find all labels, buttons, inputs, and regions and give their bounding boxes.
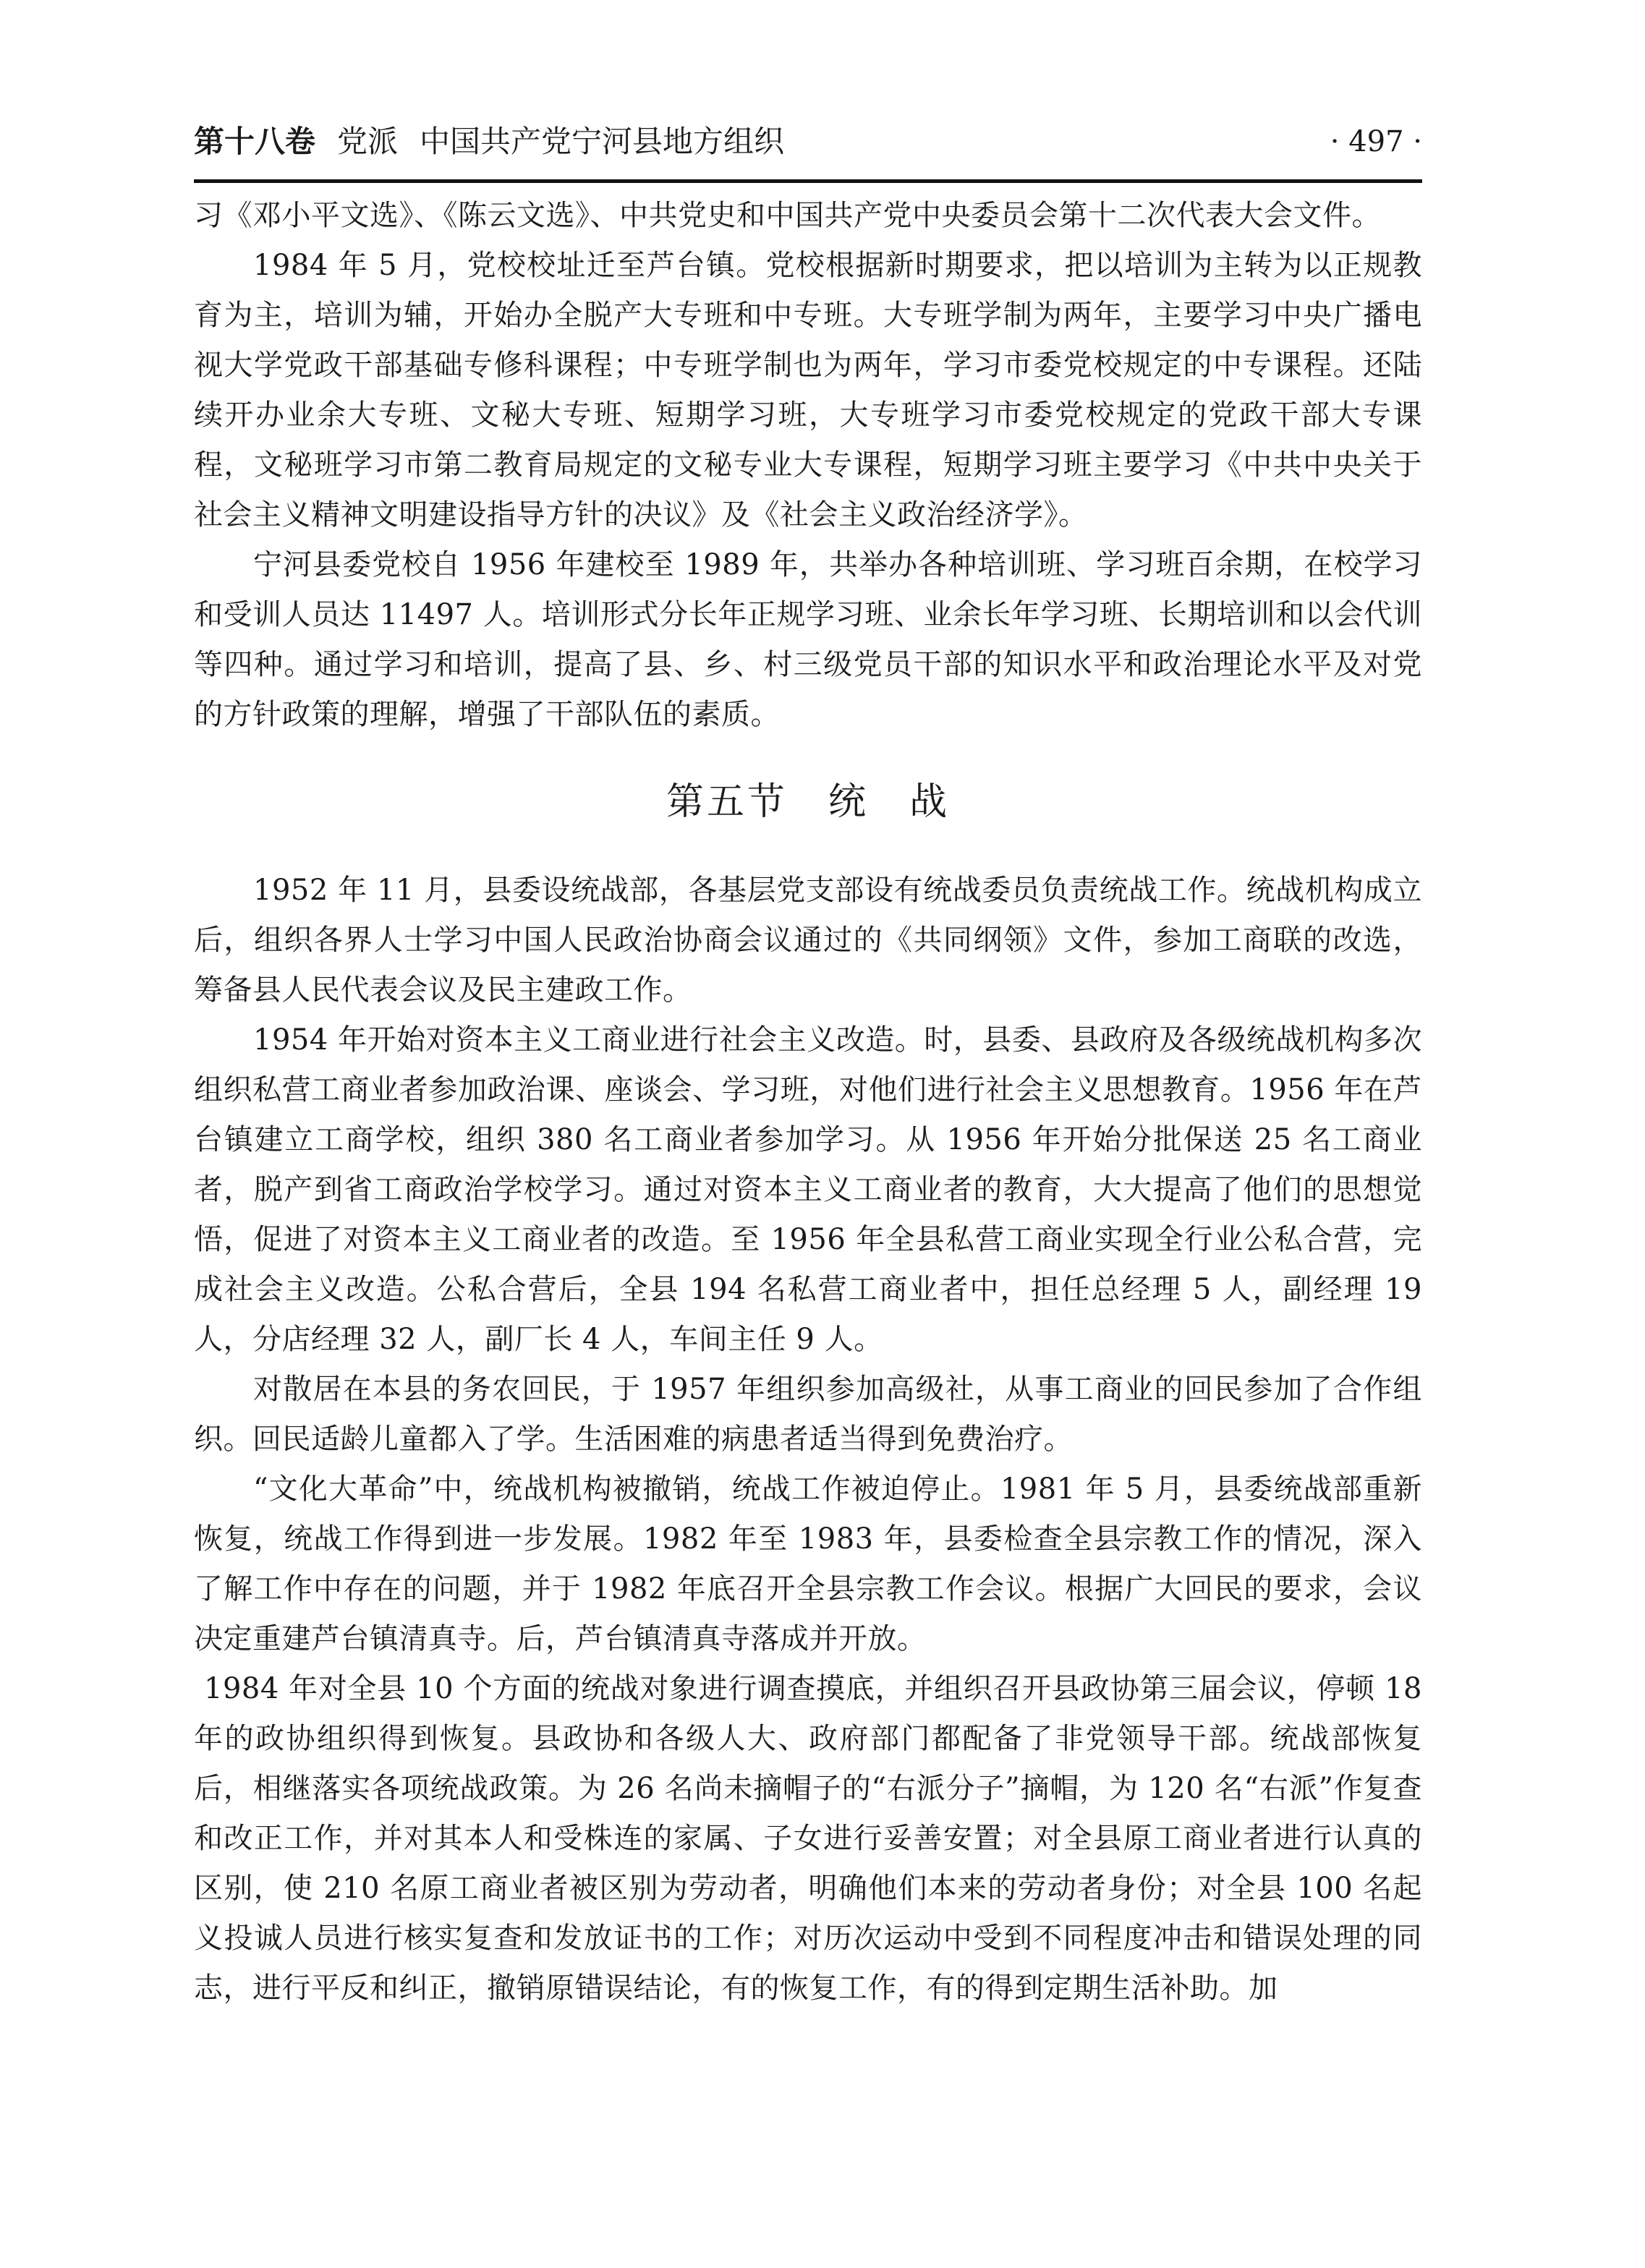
section-heading: 第五节 统 战 <box>666 780 950 824</box>
category-label: 党派 <box>337 124 399 159</box>
paragraph: 1984 年 5 月，党校校址迁至芦台镇。党校根据新时期要求，把以培训为主转为以正规教育为主，培训为辅，开始办全脱产大专班和中专班。大专班学制为两年，主要学习中央广播电视大学党政干部基础专修科课程；中专班学制也为两年，学习市委党校规定的中专课程。还陆续开办业余大专班、文秘大专班、短期学习班，大专班学习市委党校规定的党政干部大专课程，文秘班学习市第二教育局规定的文秘专业大专课程，短期学习班主要学习《中共中央关于社会主义精神文明建设指导方针的决议》及《社会主义政治经济学》。 <box>194 249 1422 532</box>
paragraph: 1984 年对全县 10 个方面的统战对象进行调查摸底，并组织召开县政协第三届会议，停顿 18 年的政协组织得到恢复。县政协和各级人大、政府部门都配备了非党领导干部。统战部恢复后，相继落实各项统战政策。为 26 名尚未摘帽子的“右派分子”摘帽，为 120 名“右派”作复查和改正工作，并对其本人和受株连的家属、子女进行妥善安置；对全县原工商业者进行认真的区别，使 210 名原工商业者被区别为劳动者，明确他们本来的劳动者身份；对全县 100 名起义投诚人员进行核实复查和发放证书的工作；对历次运动中受到不同程度冲击和错误处理的同志，进行平反和纠正，撤销原错误结论，有的恢复工作，有的得到定期生活补助。加 <box>194 1672 1422 2005</box>
volume-label: 第十八卷 <box>194 124 316 159</box>
document-body <box>194 191 1422 2013</box>
paragraph: 1954 年开始对资本主义工商业进行社会主义改造。时，县委、县政府及各级统战机构多次组织私营工商业者参加政治课、座谈会、学习班，对他们进行社会主义思想教育。1956 年在芦台镇建立工商学校，组织 380 名工商业者参加学习。从 1956 年开始分批保送 25 名工商业者，脱产到省工商政治学校学习。通过对资本主义工商业者的教育，大大提高了他们的思想觉悟，促进了对资本主义工商业者的改造。至 1956 年全县私营工商业实现全行业公私合营，完成社会主义改造。公私合营后，全县 194 名私营工商业者中，担任总经理 5 人，副经理 19 人，分店经理 32 人，副厂长 4 人，车间主任 9 人。 <box>194 1023 1422 1356</box>
paragraph: “文化大革命”中，统战机构被撤销，统战工作被迫停止。1981 年 5 月，县委统战部重新恢复，统战工作得到进一步发展。1982 年至 1983 年，县委检查全县宗教工作的情况，深入了解工作中存在的问题，并于 1982 年底召开全县宗教工作会议。根据广大回民的要求，会议决定重建芦台镇清真寺。后，芦台镇清真寺落成并开放。 <box>194 1472 1422 1655</box>
paragraph: 1952 年 11 月，县委设统战部，各基层党支部设有统战委员负责统战工作。统战机构成立后，组织各界人士学习中国人民政治协商会议通过的《共同纲领》文件，参加工商联的改选，筹备县人民代表会议及民主建政工作。 <box>194 874 1422 1007</box>
page-number: · 497 · <box>1330 125 1422 158</box>
paragraph: 对散居在本县的务农回民，于 1957 年组织参加高级社，从事工商业的回民参加了合作组织。回民适龄儿童都入了学。生活困难的病患者适当得到免费治疗。 <box>194 1373 1422 1456</box>
header-rule <box>194 179 1422 183</box>
running-header <box>194 116 1422 168</box>
running-header-left <box>194 116 784 168</box>
chapter-title: 中国共产党宁河县地方组织 <box>420 124 785 159</box>
paragraph-continued: 习《邓小平文选》、《陈云文选》、中共党史和中国共产党中央委员会第十二次代表大会文件。 <box>194 199 1381 232</box>
paragraph: 宁河县委党校自 1956 年建校至 1989 年，共举办各种培训班、学习班百余期，在校学习和受训人员达 11497 人。培训形式分长年正规学习班、业余长年学习班、长期培训和以会代训等四种。通过学习和培训，提高了县、乡、村三级党员干部的知识水平和政治理论水平及对党的方针政策的理解，增强了干部队伍的素质。 <box>194 548 1422 731</box>
